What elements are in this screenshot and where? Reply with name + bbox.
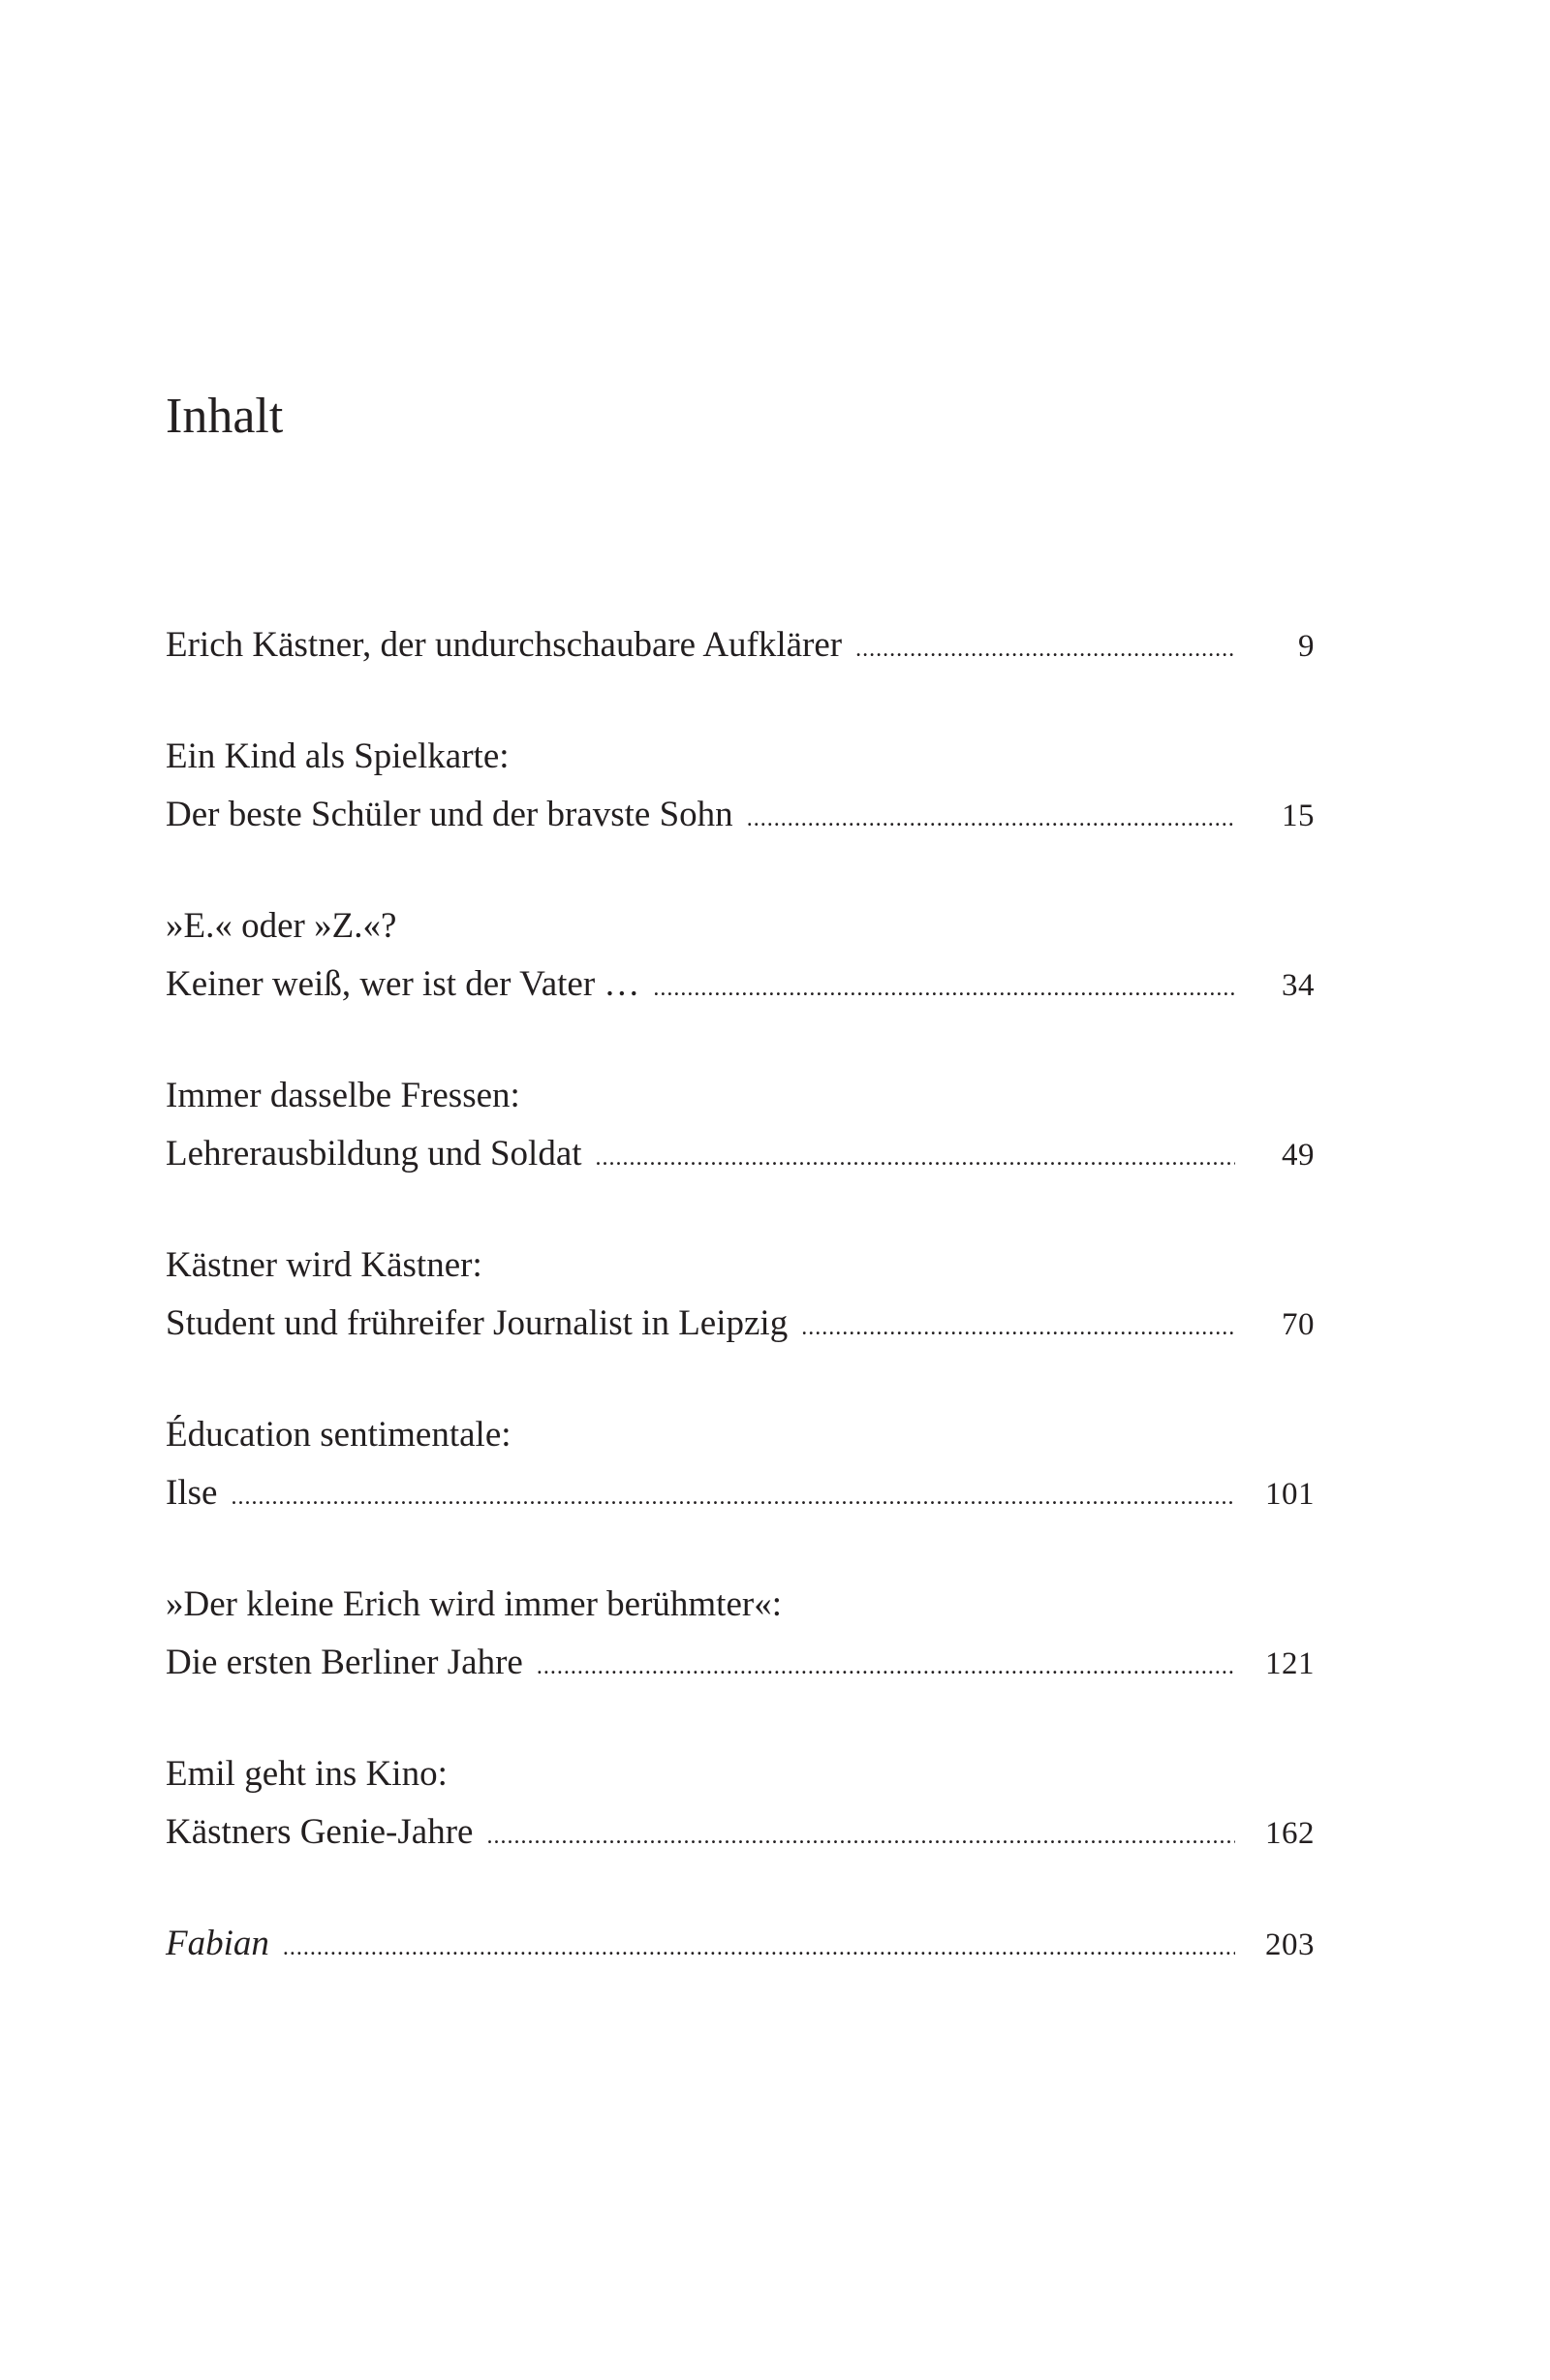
dot-leader	[801, 1299, 1235, 1357]
toc-entry	[166, 1237, 1315, 1353]
toc-entry-line	[166, 1125, 1315, 1183]
toc-entry-heading: Éducation sentimentale:	[166, 1415, 512, 1455]
toc-entry-title: Lehrerausbildung und Soldat	[166, 1134, 582, 1174]
dot-leader	[537, 1638, 1235, 1696]
page-number: 101	[1265, 1477, 1315, 1512]
dot-leader	[747, 790, 1235, 848]
toc-entry-title: Kästners Genie-Jahre	[166, 1812, 474, 1852]
page-number: 121	[1265, 1646, 1315, 1681]
dot-leader	[653, 959, 1235, 1018]
toc-entry-line	[166, 1464, 1315, 1522]
toc-entry-heading: Ein Kind als Spielkarte:	[166, 736, 510, 776]
toc-entry-heading: »E.« oder »Z.«?	[166, 906, 397, 946]
toc-entry-title: Die ersten Berliner Jahre	[166, 1643, 523, 1682]
toc-entry	[166, 1915, 1315, 1973]
dot-leader	[596, 1129, 1235, 1187]
toc-entry-heading: »Der kleine Erich wird immer berühmter«:	[166, 1584, 782, 1624]
dot-leader	[855, 620, 1235, 678]
toc-entry-heading: Emil geht ins Kino:	[166, 1754, 448, 1794]
toc-entry-heading: Immer dasselbe Fressen:	[166, 1076, 520, 1115]
toc-entry-title: Ilse	[166, 1473, 218, 1513]
page-title: Inhalt	[166, 389, 284, 444]
toc-entry-line	[166, 955, 1315, 1014]
dot-leader	[486, 1807, 1235, 1865]
page-number: 9	[1298, 629, 1315, 664]
toc-entry-title: Fabian	[166, 1924, 269, 1963]
toc-entry-line	[166, 1634, 1315, 1692]
toc-entry-title: Keiner weiß, wer ist der Vater …	[166, 964, 640, 1004]
toc-entry	[166, 1067, 1315, 1183]
toc-entry-line	[166, 1803, 1315, 1862]
toc-entry	[166, 616, 1315, 674]
page-number: 15	[1282, 799, 1315, 833]
table-of-contents	[166, 616, 1315, 2026]
toc-entry-title: Erich Kästner, der undurchschaubare Aufklärer	[166, 625, 843, 665]
toc-entry	[166, 1406, 1315, 1522]
page-number: 162	[1265, 1816, 1315, 1851]
toc-entry-line	[166, 616, 1315, 674]
toc-entry-title: Student und frühreifer Journalist in Leipzig	[166, 1303, 789, 1343]
toc-entry-line	[166, 1295, 1315, 1353]
toc-entry-heading: Kästner wird Kästner:	[166, 1245, 482, 1285]
toc-entry	[166, 728, 1315, 844]
page-number: 70	[1282, 1307, 1315, 1342]
toc-entry-line	[166, 786, 1315, 844]
toc-entry	[166, 897, 1315, 1014]
page-number: 49	[1282, 1138, 1315, 1173]
dot-leader	[283, 1919, 1235, 1977]
toc-entry	[166, 1745, 1315, 1862]
toc-entry-line	[166, 1915, 1315, 1973]
dot-leader	[231, 1468, 1235, 1526]
page-number: 203	[1265, 1927, 1315, 1962]
page-number: 34	[1282, 968, 1315, 1003]
toc-entry	[166, 1576, 1315, 1692]
toc-entry-title: Der beste Schüler und der bravste Sohn	[166, 795, 733, 834]
